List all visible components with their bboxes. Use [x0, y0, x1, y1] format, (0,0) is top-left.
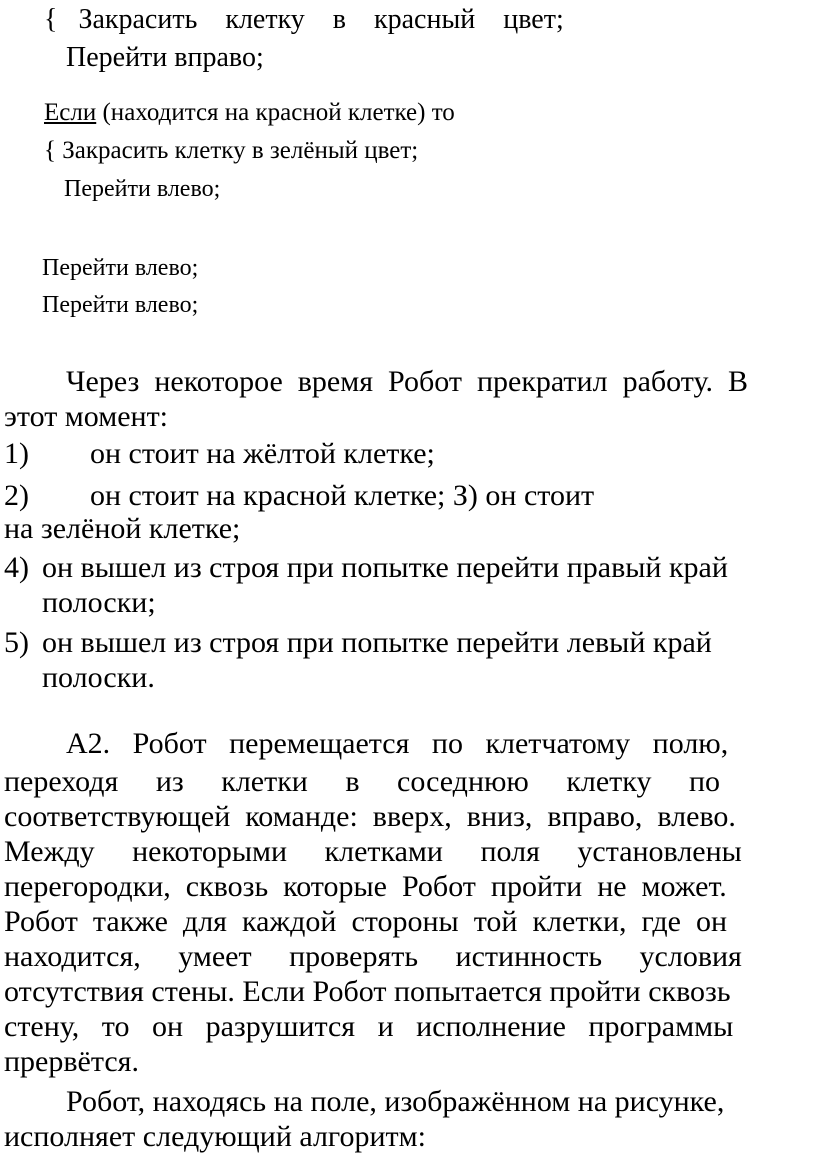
a2-line-8: [4, 974, 731, 1010]
code-line-2: [66, 42, 264, 74]
code-line-1-text: { Закрасить клетку в красный цвет;: [44, 4, 564, 35]
option-2-number: 2): [4, 479, 29, 512]
paragraph-1-line-1: [66, 364, 811, 400]
option-2-text: он стоит на красной клетке; З) он стоит: [90, 479, 595, 512]
a2-line-1: [66, 726, 728, 762]
last-paragraph-line-1: [66, 1084, 724, 1120]
a2-line-7-text: находится, умеет проверять истинность условия: [4, 940, 742, 973]
code-line-7-text: Перейти влево;: [42, 292, 199, 318]
option-4-text: он вышел из строя при попытке перейти правый край: [42, 551, 728, 584]
if-condition: (находится на красной клетке) то: [96, 99, 455, 126]
option-2: [4, 478, 594, 514]
last-paragraph-first-line: Робот, находясь на поле, изображённом на рисунке,: [66, 1085, 725, 1118]
a2-line-6: [4, 904, 727, 940]
option-4-continued-text: полоски;: [42, 586, 156, 619]
option-1-text: он стоит на жёлтой клетке;: [90, 437, 435, 470]
paragraph-1-line-2: [4, 399, 168, 435]
a2-line-2: [4, 764, 720, 800]
paragraph-1-second-line: этот момент:: [4, 400, 169, 433]
a2-line-6-text: Робот также для каждой стороны той клетки, где он: [4, 905, 728, 938]
code-line-5: [64, 174, 220, 204]
code-line-4: [44, 136, 418, 166]
a2-line-5: [4, 869, 727, 905]
code-line-5-text: Перейти влево;: [64, 176, 221, 202]
option-1-number: 1): [4, 437, 29, 470]
a2-line-9-text: стену, то он разрушится и исполнение программы: [4, 1010, 734, 1043]
option-4: [4, 550, 728, 586]
a2-line-5-text: перегородки, сквозь которые Робот пройти не может.: [4, 870, 727, 903]
a2-line-7: [4, 939, 742, 975]
a2-line-1-text: А2. Робот перемещается по клетчатому полю,: [66, 727, 729, 760]
code-line-6-text: Перейти влево;: [42, 255, 199, 281]
a2-line-4: [4, 834, 742, 870]
a2-line-10: [4, 1044, 139, 1080]
option-5-continued: [42, 660, 155, 696]
a2-line-3-text: соответствующей команде: вверх, вниз, вправо, влево.: [4, 800, 736, 833]
a2-line-4-text: Между некоторыми клетками поля установлены: [4, 835, 742, 868]
option-5-number: 5): [4, 626, 29, 659]
code-line-1: [44, 4, 604, 36]
last-paragraph-line-2: [4, 1119, 426, 1155]
a2-line-9: [4, 1009, 733, 1045]
option-1: [4, 436, 435, 472]
a2-line-10-text: прервётся.: [4, 1045, 139, 1078]
option-4-continued: [42, 585, 156, 621]
a2-line-2-text: переходя из клетки в соседнюю клетку по: [4, 765, 721, 798]
option-2-continued: [4, 511, 240, 547]
option-5-continued-text: полоски.: [42, 661, 155, 694]
a2-line-3: [4, 799, 736, 835]
paragraph-1-first-line: Через некоторое время Робот прекратил работу. В: [66, 365, 748, 398]
code-line-2-text: Перейти вправо;: [66, 42, 264, 73]
code-line-6: [42, 253, 198, 283]
option-2-continued-text: на зелёной клетке;: [4, 512, 241, 545]
code-line-3: [44, 98, 455, 128]
option-4-number: 4): [4, 551, 29, 584]
a2-line-8-text: отсутствия стены. Если Робот попытается пройти сквозь: [4, 975, 731, 1008]
option-5: [4, 625, 712, 661]
code-line-4-text: { Закрасить клетку в зелёный цвет;: [44, 137, 419, 164]
option-5-text: он вышел из строя при попытке перейти левый край: [42, 626, 712, 659]
if-keyword: Если: [44, 99, 97, 126]
last-paragraph-second-line: исполняет следующий алгоритм:: [4, 1120, 426, 1153]
code-line-7: [42, 290, 198, 320]
